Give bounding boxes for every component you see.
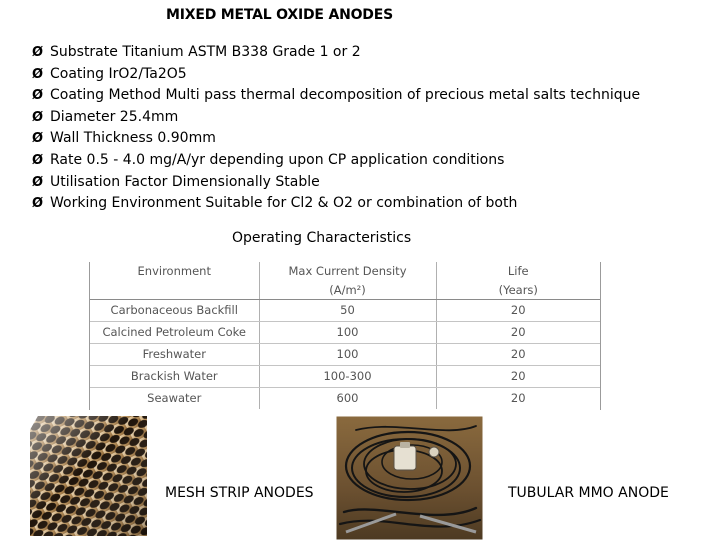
cell-environment: Freshwater bbox=[90, 344, 259, 366]
bullet-text: Working Environment Suitable for Cl2 & O2 or combination of both bbox=[50, 195, 518, 212]
cell-life: 20 bbox=[436, 344, 600, 366]
cell-current-density: 100 bbox=[259, 344, 436, 366]
cell-current-density: 100 bbox=[259, 322, 436, 344]
cell-life: 20 bbox=[436, 366, 600, 388]
tubular-anode-image bbox=[336, 416, 483, 540]
cell-environment: Brackish Water bbox=[90, 366, 259, 388]
bullet-item bbox=[32, 107, 640, 129]
bullet-text: Utilisation Factor Dimensionally Stable bbox=[50, 173, 320, 190]
cell-current-density: 100-300 bbox=[259, 366, 436, 388]
bullet-item bbox=[32, 85, 640, 107]
header-environment: Environment bbox=[90, 262, 259, 281]
bullet-item bbox=[32, 64, 640, 86]
cell-current-density: 600 bbox=[259, 388, 436, 410]
bullet-text: Substrate Titanium ASTM B338 Grade 1 or 2 bbox=[50, 44, 361, 60]
arrow-bullet-icon: Ø bbox=[32, 109, 44, 125]
slide-title: MIXED METAL OXIDE ANODES bbox=[166, 7, 393, 23]
arrow-bullet-icon: Ø bbox=[32, 174, 44, 190]
bullet-item bbox=[32, 128, 640, 150]
bullet-text: Coating Method Multi pass thermal decomposition of precious metal salts technique bbox=[50, 87, 641, 104]
table-row bbox=[90, 388, 600, 410]
mesh-strip-caption: MESH STRIP ANODES bbox=[165, 485, 314, 501]
cell-environment: Calcined Petroleum Coke bbox=[90, 322, 259, 344]
units-current-density: (A/m²) bbox=[259, 281, 436, 300]
bullet-text: Wall Thickness 0.90mm bbox=[50, 130, 216, 147]
arrow-bullet-icon: Ø bbox=[32, 88, 44, 104]
tubular-anode-caption: TUBULAR MMO ANODE bbox=[508, 485, 669, 501]
table-header-row bbox=[90, 262, 600, 281]
bullet-item bbox=[32, 193, 640, 215]
table-units-row bbox=[90, 281, 600, 300]
table-row bbox=[90, 300, 600, 322]
cell-life: 20 bbox=[436, 322, 600, 344]
spec-table bbox=[90, 262, 600, 409]
header-max-current-density: Max Current Density bbox=[259, 262, 436, 281]
arrow-bullet-icon: Ø bbox=[32, 196, 44, 212]
spec-bullet-list bbox=[32, 42, 640, 215]
arrow-bullet-icon: Ø bbox=[32, 45, 44, 60]
bullet-item bbox=[32, 150, 640, 172]
bullet-text: Coating IrO2/Ta2O5 bbox=[50, 65, 187, 82]
table-row bbox=[90, 322, 600, 344]
units-life: (Years) bbox=[436, 281, 600, 300]
arrow-bullet-icon: Ø bbox=[32, 131, 44, 147]
cell-environment: Carbonaceous Backfill bbox=[90, 300, 259, 322]
bullet-text: Diameter 25.4mm bbox=[50, 108, 179, 125]
arrow-bullet-icon: Ø bbox=[32, 152, 44, 168]
operating-characteristics-table bbox=[89, 262, 601, 410]
cell-environment: Seawater bbox=[90, 388, 259, 410]
units-environment bbox=[90, 281, 259, 300]
cell-life: 20 bbox=[510, 391, 526, 405]
bullet-item bbox=[32, 172, 640, 194]
mesh-strip-anode-image bbox=[30, 416, 147, 536]
table-row bbox=[90, 344, 600, 366]
cell-current-density: 50 bbox=[259, 300, 436, 322]
bullet-item bbox=[32, 42, 640, 64]
arrow-bullet-icon: Ø bbox=[32, 66, 44, 82]
cell-life: 20 bbox=[436, 300, 600, 322]
header-life: Life bbox=[507, 264, 529, 278]
table-title: Operating Characteristics bbox=[232, 230, 412, 246]
table-row bbox=[90, 366, 600, 388]
bullet-text: Rate 0.5 - 4.0 mg/A/yr depending upon CP application conditions bbox=[50, 151, 505, 168]
